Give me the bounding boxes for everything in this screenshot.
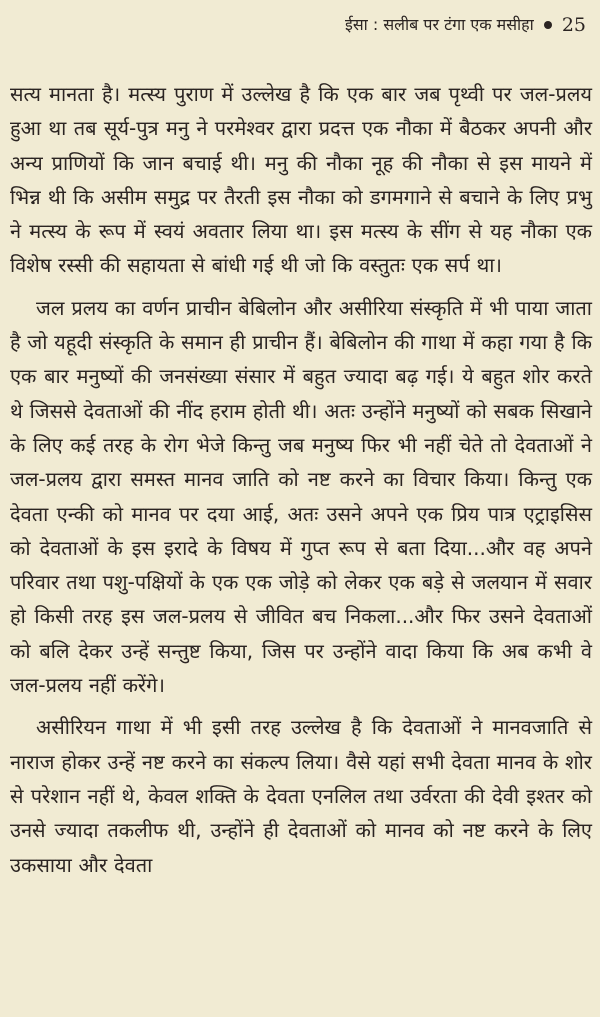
paragraph: असीरियन गाथा में भी इसी तरह उल्लेख है कि देवताओं ने मानवजाति से नाराज होकर उन्हें नष्ट करने का संकल्प लिया। वैसे यहां सभी देवता मानव के शोर से परेशान नहीं थे, केवल शक्ति के देवता एनलिल तथा उर्वरता की देवी इश्तर को उनसे ज्यादा तकलीफ थी, उन्होंने ही देवताओं को मानव को नष्ट करने के लिए उकसाया और देवता — [10, 715, 592, 877]
paragraph: जल प्रलय का वर्णन प्राचीन बेबिलोन और असीरिया संस्कृति में भी पाया जाता है जो यहूदी संस्कृति के समान ही प्राचीन हैं। बेबिलोन की गाथा में कहा गया है कि एक बार मनुष्यों की जनसंख्या संसार में बहुत ज्यादा बढ़ गई। ये बहुत शोर करते थे जिससे देवताओं की नींद हराम होती थी। अतः उन्होंने मनुष्यों को सबक सिखाने के लिए कई तरह के रोग भेजे किन्तु जब मनुष्य फिर भी नहीं चेते तो देवताओं ने जल-प्रलय द्वारा समस्त मानव जाति को नष्ट करने का विचार किया। किन्तु एक देवता एन्की को मानव पर दया आई, अतः उसने अपने एक प्रिय पात्र एट्राइसिस को देवताओं के इस इरादे के विषय में गुप्त रूप से बता दिया...और वह अपने परिवार तथा पशु-पक्षियों के एक एक जोड़े को लेकर एक बड़े से जलयान में सवार हो किसी तरह इस जल-प्रलय से जीवित बच निकला...और फिर उसने देवताओं को बलि देकर उन्हें सन्तुष्ट किया, जिस पर उन्होंने वादा किया कि अब कभी वे जल-प्रलय नहीं करेंगे। — [10, 295, 592, 698]
page-body — [10, 77, 592, 882]
bullet-separator — [544, 21, 552, 29]
running-header — [345, 14, 586, 36]
page-number: 25 — [561, 14, 586, 36]
running-title: ईसा : सलीब पर टंगा एक मसीहा — [344, 15, 534, 34]
paragraph: सत्य मानता है। मत्स्य पुराण में उल्लेख है कि एक बार जब पृथ्वी पर जल-प्रलय हुआ था तब सूर्य-पुत्र मनु ने परमेश्वर द्वारा प्रदत्त एक नौका में बैठकर अपनी और अन्य प्राणियों कि जान बचाई थी। मनु की नौका नूह की नौका से इस मायने में भिन्न थी कि असीम समुद्र पर तैरती इस नौका को डगमगाने से बचाने के लिए प्रभु ने मत्स्य के रूप में स्वयं अवतार लिया था। इस मत्स्य के सींग से यह नौका एक विशेष रस्सी की सहायता से बांधी गई थी जो कि वस्तुतः एक सर्प था। — [10, 82, 592, 278]
